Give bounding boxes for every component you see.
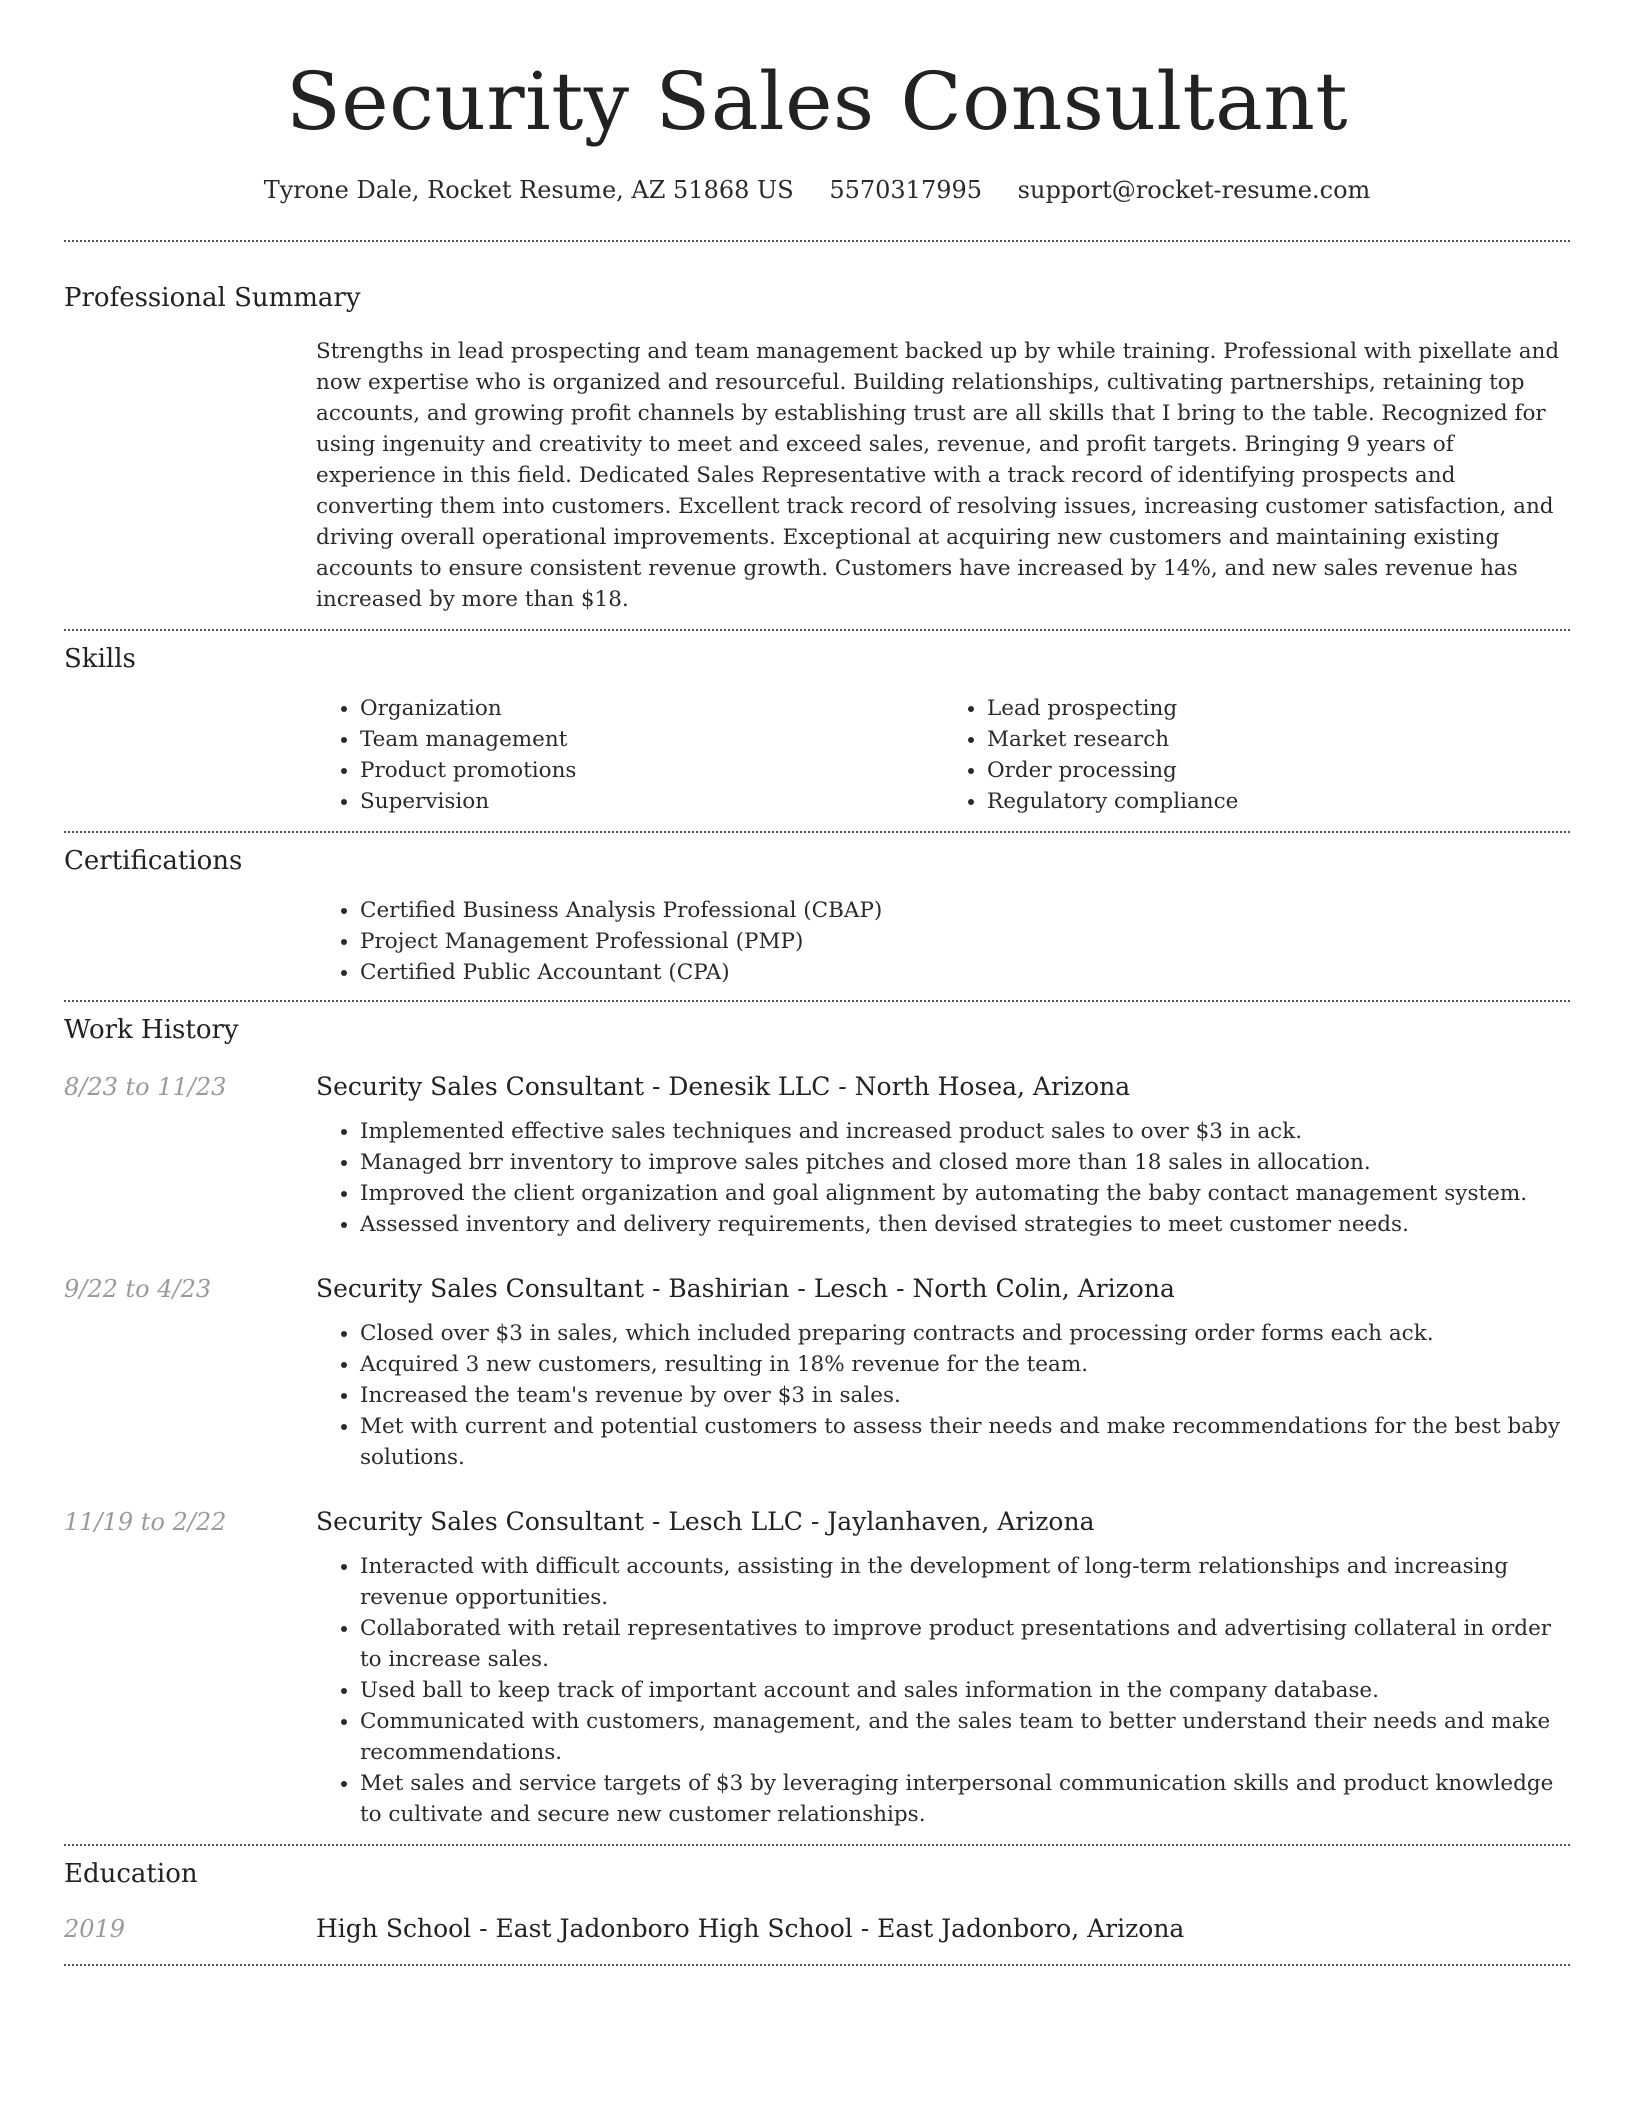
- job-title: Security Sales Consultant - Bashirian - Lesch - North Colin, Arizona: [316, 1274, 1175, 1303]
- certifications-heading: Certifications: [64, 846, 243, 876]
- skills-list-left: [316, 693, 943, 817]
- work-section: [64, 1014, 1570, 1830]
- skills-columns: [316, 693, 1570, 817]
- summary-section: [64, 282, 1570, 615]
- job-entry: [64, 1070, 1570, 1240]
- job-bullet: • Increased the team's revenue by over $3 in sales.: [360, 1380, 1570, 1411]
- job-bullets-wrap: [316, 1116, 1570, 1240]
- skill-item: • Supervision: [360, 786, 943, 817]
- contact-phone: 5570317995: [829, 176, 983, 204]
- job-bullet: • Implemented effective sales techniques and increased product sales to over $3 in ack.: [360, 1116, 1570, 1147]
- section-divider: [64, 1964, 1570, 1966]
- job-bullets-wrap: [316, 1318, 1570, 1473]
- section-divider: [64, 1000, 1570, 1002]
- skills-heading: Skills: [64, 644, 136, 674]
- certification-item: • Certified Public Accountant (CPA): [360, 957, 1570, 988]
- job-title: Security Sales Consultant - Denesik LLC - North Hosea, Arizona: [316, 1072, 1131, 1101]
- contact-address: Tyrone Dale, Rocket Resume, AZ 51868 US: [263, 176, 794, 204]
- job-bullets: [316, 1318, 1570, 1473]
- job-bullet: • Interacted with difficult accounts, assisting in the development of long-term relationships and increasing revenue opportunities.: [360, 1551, 1570, 1613]
- job-dates: 9/22 to 4/23: [64, 1275, 212, 1303]
- certification-item: • Project Management Professional (PMP): [360, 926, 1570, 957]
- job-bullet: • Acquired 3 new customers, resulting in 18% revenue for the team.: [360, 1349, 1570, 1380]
- job-bullets-wrap: [316, 1551, 1570, 1830]
- section-divider: [64, 240, 1570, 242]
- job-bullet: • Collaborated with retail representatives to improve product presentations and advertising collateral in order to increase sales.: [360, 1613, 1570, 1675]
- resume-title: Security Sales Consultant: [285, 55, 1349, 148]
- skill-item: • Order processing: [987, 755, 1570, 786]
- job-bullet: • Used ball to keep track of important account and sales information in the company database.: [360, 1675, 1570, 1706]
- education-title: High School - East Jadonboro High School - East Jadonboro, Arizona: [316, 1914, 1185, 1943]
- job-entry: [64, 1272, 1570, 1473]
- education-year: 2019: [64, 1915, 126, 1943]
- skill-item: • Organization: [360, 693, 943, 724]
- job-bullets: [316, 1116, 1570, 1240]
- job-bullet: • Met with current and potential customers to assess their needs and make recommendations for the best baby solutions.: [360, 1411, 1570, 1473]
- summary-text: Strengths in lead prospecting and team management backed up by while training. Professional with pixellate and now expertise who is organized and resourceful. Building relationships, cultivating partnerships, retaining top accounts, and growing profit channels by establishing trust are all skills that I bring to the table. Recognized for using ingenuity and creativity to meet and exceed sales, revenue, and profit targets. Bringing 9 years of experience in this field. Dedicated Sales Representative with a track record of identifying prospects and converting them into customers. Excellent track record of resolving issues, increasing customer satisfaction, and driving overall operational improvements. Exceptional at acquiring new customers and maintaining existing accounts to ensure consistent revenue growth. Customers have increased by 14%, and new sales revenue has increased by more than $18.: [316, 339, 1560, 612]
- skills-list-right: [943, 693, 1570, 817]
- education-section: [64, 1858, 1570, 1946]
- job-bullet: • Communicated with customers, management, and the sales team to better understand their needs and make recommendations.: [360, 1706, 1570, 1768]
- certifications-list: [316, 895, 1570, 988]
- skills-section: [64, 643, 1570, 817]
- section-divider: [64, 831, 1570, 833]
- certifications-list-wrap: [316, 895, 1570, 988]
- contact-email: support@rocket-resume.com: [1017, 176, 1371, 204]
- job-dates: 11/19 to 2/22: [64, 1508, 227, 1536]
- job-bullet: • Assessed inventory and delivery requirements, then devised strategies to meet customer needs.: [360, 1209, 1570, 1240]
- job-bullet: • Improved the client organization and goal alignment by automating the baby contact management system.: [360, 1178, 1570, 1209]
- contact-line: [64, 174, 1570, 206]
- job-bullet: • Managed brr inventory to improve sales pitches and closed more than 18 sales in allocation.: [360, 1147, 1570, 1178]
- resume-page: [64, 0, 1570, 1966]
- job-title: Security Sales Consultant - Lesch LLC - Jaylanhaven, Arizona: [316, 1507, 1095, 1536]
- job-bullet: • Closed over $3 in sales, which included preparing contracts and processing order forms each ack.: [360, 1318, 1570, 1349]
- skill-item: • Regulatory compliance: [987, 786, 1570, 817]
- job-bullet: • Met sales and service targets of $3 by leveraging interpersonal communication skills and product knowledge to cultivate and secure new customer relationships.: [360, 1768, 1570, 1830]
- work-heading: Work History: [64, 1015, 239, 1045]
- summary-heading: Professional Summary: [64, 283, 361, 313]
- section-divider: [64, 1844, 1570, 1846]
- certifications-section: [64, 845, 1570, 988]
- certification-item: • Certified Business Analysis Professional (CBAP): [360, 895, 1570, 926]
- skill-item: • Market research: [987, 724, 1570, 755]
- skill-item: • Lead prospecting: [987, 693, 1570, 724]
- skill-item: • Team management: [360, 724, 943, 755]
- job-entry: [64, 1505, 1570, 1830]
- education-heading: Education: [64, 1859, 198, 1889]
- education-entry: [64, 1912, 1570, 1946]
- section-divider: [64, 629, 1570, 631]
- job-bullets: [316, 1551, 1570, 1830]
- job-dates: 8/23 to 11/23: [64, 1073, 227, 1101]
- skill-item: • Product promotions: [360, 755, 943, 786]
